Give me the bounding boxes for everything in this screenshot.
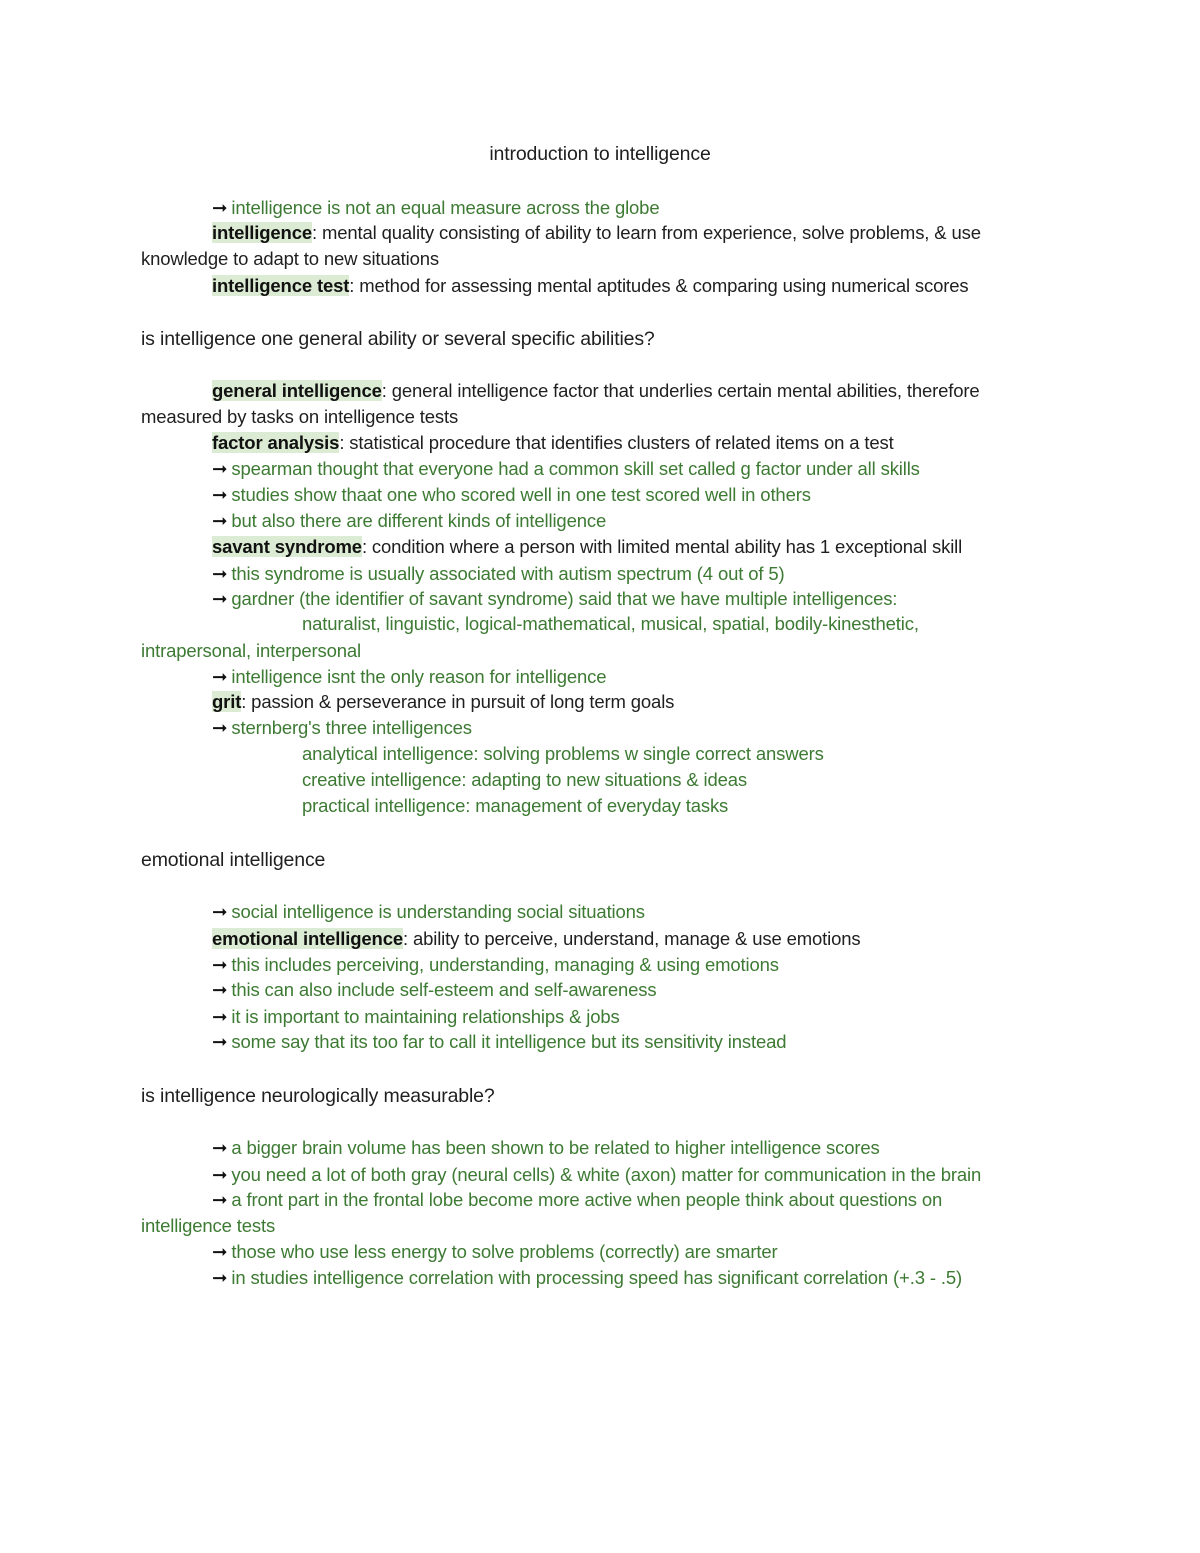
arrow-icon: ➞ — [212, 484, 228, 505]
arrow-icon: ➞ — [212, 197, 228, 218]
definition-continuation: knowledge to adapt to new situations — [141, 248, 439, 269]
bullet-text: studies show thaat one who scored well in one test scored well in others — [231, 484, 811, 505]
definition — [212, 273, 969, 299]
bullet-note — [212, 195, 659, 221]
arrow-icon: ➞ — [212, 901, 228, 922]
bullet-text: but also there are different kinds of intelligence — [231, 510, 607, 531]
definition-term: intelligence test — [212, 275, 350, 296]
bullet-note — [212, 1004, 620, 1030]
bullet-text: you need a lot of both gray (neural cells) & white (axon) matter for communication in the brain — [231, 1164, 982, 1185]
definition-term: grit — [212, 691, 242, 712]
bullet-note — [212, 715, 472, 741]
definition-term: general intelligence — [212, 380, 382, 401]
bullet-note — [212, 508, 606, 534]
arrow-icon: ➞ — [212, 458, 228, 479]
section-heading: emotional intelligence — [141, 849, 326, 871]
definition-text: : condition where a person with limited mental ability has 1 exceptional skill — [361, 536, 963, 557]
bullet-text: those who use less energy to solve problems (correctly) are smarter — [231, 1241, 778, 1262]
definition-term: savant syndrome — [212, 536, 362, 557]
arrow-icon: ➞ — [212, 1164, 228, 1185]
bullet-note — [212, 482, 811, 508]
bullet-text: intelligence isnt the only reason for intelligence — [231, 666, 607, 687]
bullet-text: it is important to maintaining relationships & jobs — [231, 1006, 620, 1027]
definition — [212, 689, 674, 715]
bullet-text: this can also include self-esteem and self-awareness — [231, 979, 657, 1000]
bullet-text: sternberg's three intelligences — [231, 717, 472, 738]
sub-item: analytical intelligence: solving problems w single correct answers — [302, 743, 824, 764]
page-title: introduction to intelligence — [489, 143, 711, 165]
definition — [212, 534, 962, 560]
arrow-icon: ➞ — [212, 1031, 228, 1052]
bullet-text: intelligence is not an equal measure across the globe — [231, 197, 660, 218]
sub-list-continuation: intrapersonal, interpersonal — [141, 640, 361, 661]
section-heading: is intelligence neurologically measurable? — [141, 1085, 495, 1107]
arrow-icon: ➞ — [212, 563, 228, 584]
arrow-icon: ➞ — [212, 666, 228, 687]
arrow-icon: ➞ — [212, 954, 228, 975]
bullet-note — [212, 586, 897, 612]
definition — [212, 220, 981, 246]
bullet-text: some say that its too far to call it intelligence but its sensitivity instead — [231, 1031, 787, 1052]
bullet-note — [212, 977, 656, 1003]
bullet-text: in studies intelligence correlation with processing speed has significant correlation (+.3 - .5) — [231, 1267, 962, 1288]
sub-list: naturalist, linguistic, logical-mathematical, musical, spatial, bodily-kinesthetic, — [302, 613, 919, 634]
bullet-note — [212, 456, 920, 482]
definition — [212, 430, 894, 456]
definition-text: : method for assessing mental aptitudes & comparing using numerical scores — [349, 275, 969, 296]
definition-continuation: measured by tasks on intelligence tests — [141, 406, 459, 427]
arrow-icon: ➞ — [212, 588, 228, 609]
bullet-text: spearman thought that everyone had a common skill set called g factor under all skills — [231, 458, 920, 479]
arrow-icon: ➞ — [212, 1267, 228, 1288]
definition — [212, 926, 860, 952]
bullet-note — [212, 1239, 778, 1265]
bullet-note — [212, 1029, 786, 1055]
definition-term: emotional intelligence — [212, 928, 403, 949]
bullet-text: a bigger brain volume has been shown to be related to higher intelligence scores — [231, 1137, 880, 1158]
bullet-note — [212, 1265, 962, 1291]
definition-term: factor analysis — [212, 432, 340, 453]
arrow-icon: ➞ — [212, 1189, 228, 1210]
definition-text: : mental quality consisting of ability to learn from experience, solve problems, & use — [311, 222, 981, 243]
definition — [212, 378, 980, 404]
arrow-icon: ➞ — [212, 1006, 228, 1027]
definition-text: : passion & perseverance in pursuit of long term goals — [241, 691, 675, 712]
definition-term: intelligence — [212, 222, 312, 243]
arrow-icon: ➞ — [212, 1241, 228, 1262]
definition-text: : statistical procedure that identifies clusters of related items on a test — [339, 432, 894, 453]
bullet-note — [212, 561, 784, 587]
bullet-note — [212, 664, 606, 690]
arrow-icon: ➞ — [212, 1137, 228, 1158]
sub-item: creative intelligence: adapting to new situations & ideas — [302, 769, 747, 790]
bullet-text: gardner (the identifier of savant syndrome) said that we have multiple intelligences: — [231, 588, 898, 609]
definition-text: : general intelligence factor that underlies certain mental abilities, therefore — [381, 380, 980, 401]
bullet-continuation: intelligence tests — [141, 1215, 276, 1236]
arrow-icon: ➞ — [212, 717, 228, 738]
bullet-note — [212, 952, 779, 978]
definition-text: : ability to perceive, understand, manage & use emotions — [403, 928, 861, 949]
bullet-note — [212, 1162, 981, 1188]
bullet-text: this syndrome is usually associated with autism spectrum (4 out of 5) — [231, 563, 785, 584]
bullet-note — [212, 899, 645, 925]
section-heading: is intelligence one general ability or several specific abilities? — [141, 328, 655, 350]
bullet-text: this includes perceiving, understanding, managing & using emotions — [231, 954, 779, 975]
bullet-text: a front part in the frontal lobe become more active when people think about questions on — [231, 1189, 943, 1210]
sub-item: practical intelligence: management of everyday tasks — [302, 795, 729, 816]
bullet-text: social intelligence is understanding social situations — [231, 901, 645, 922]
arrow-icon: ➞ — [212, 510, 228, 531]
arrow-icon: ➞ — [212, 979, 228, 1000]
bullet-note — [212, 1135, 880, 1161]
bullet-note — [212, 1187, 942, 1213]
